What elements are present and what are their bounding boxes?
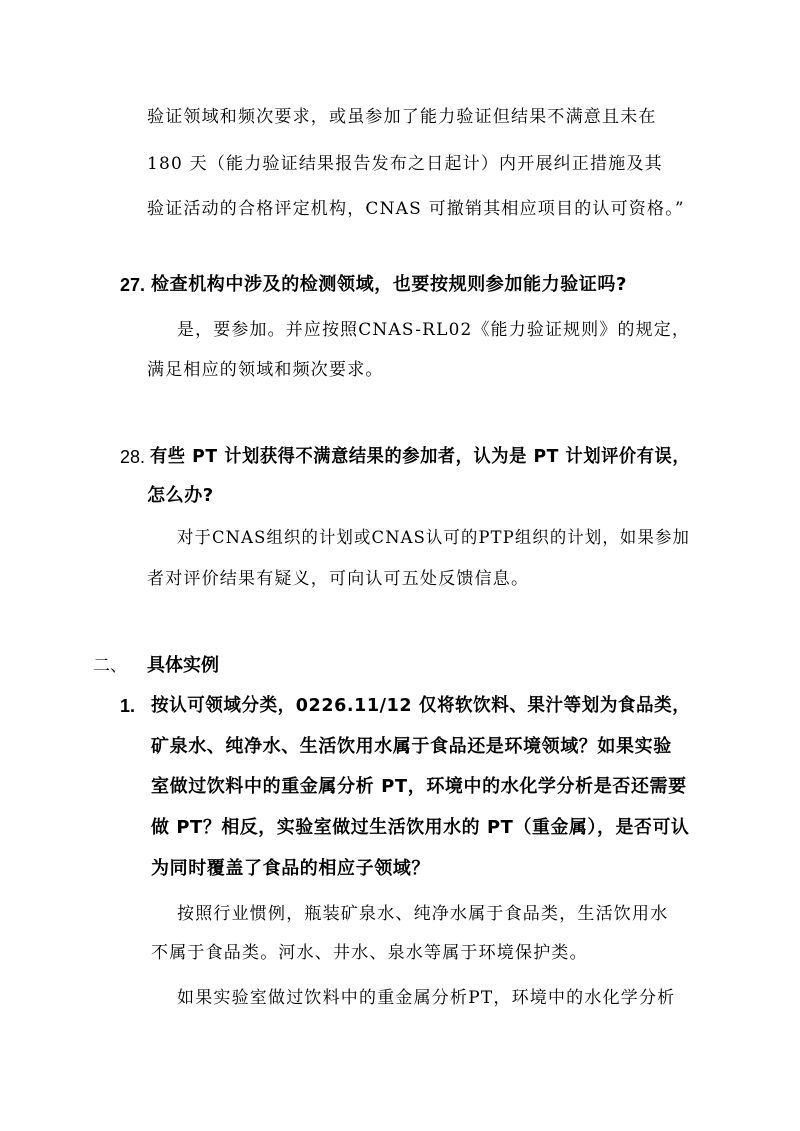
- q27-answer-line-1: 是，要参加。并应按照CNAS-RL02《能力验证规则》的规定，: [177, 320, 691, 340]
- q28-question-line-1: 有些 PT 计划获得不满意结果的参加者，认为是 PT 计划评价有误，: [150, 446, 691, 467]
- example1-answer-line-2: 不属于食品类。河水、井水、泉水等属于环境保护类。: [151, 943, 588, 963]
- q28-question-line-2: 怎么办?: [147, 485, 214, 506]
- intro-line-3: 验证活动的合格评定机构，CNAS 可撤销其相应项目的认可资格。”: [147, 199, 685, 219]
- q27-number: 27.: [120, 275, 146, 295]
- q28-number: 28.: [120, 447, 146, 467]
- example1-question-line-1: 按认可领域分类，0226.11/12 仅将软饮料、果汁等划为食品类，: [151, 695, 691, 716]
- q28-answer-line-2: 者对评价结果有疑义，可向认可五处反馈信息。: [147, 569, 530, 589]
- section2-title: 具体实例: [147, 655, 219, 676]
- example1-question-line-2: 矿泉水、纯净水、生活饮用水属于食品还是环境领域？如果实验: [151, 736, 672, 757]
- intro-line-2: 180 天（能力验证结果报告发布之日起计）内开展纠正措施及其: [147, 154, 663, 174]
- example1-number: 1.: [120, 696, 136, 716]
- q28-answer-line-1: 对于CNAS组织的计划或CNAS认可的PTP组织的计划，如果参加: [177, 528, 690, 548]
- example1-question-line-5: 为同时覆盖了食品的相应子领域？: [151, 858, 430, 879]
- example1-question-line-4: 做 PT？相反，实验室做过生活饮用水的 PT（重金属），是否可认: [151, 817, 690, 838]
- q27-question: 检查机构中涉及的检测领域，也要按规则参加能力验证吗?: [151, 274, 628, 295]
- example1-answer-line-3: 如果实验室做过饮料中的重金属分析PT，环境中的水化学分析: [177, 988, 676, 1008]
- intro-line-1: 验证领域和频次要求，或虽参加了能力验证但结果不满意且未在: [147, 107, 657, 127]
- section2-number: 二、: [93, 656, 127, 676]
- example1-answer-line-1: 按照行业惯例，瓶装矿泉水、纯净水属于食品类，生活饮用水: [177, 904, 669, 924]
- q27-answer-line-2: 满足相应的领域和频次要求。: [147, 360, 384, 380]
- example1-question-line-3: 室做过饮料中的重金属分析 PT，环境中的水化学分析是否还需要: [151, 776, 687, 797]
